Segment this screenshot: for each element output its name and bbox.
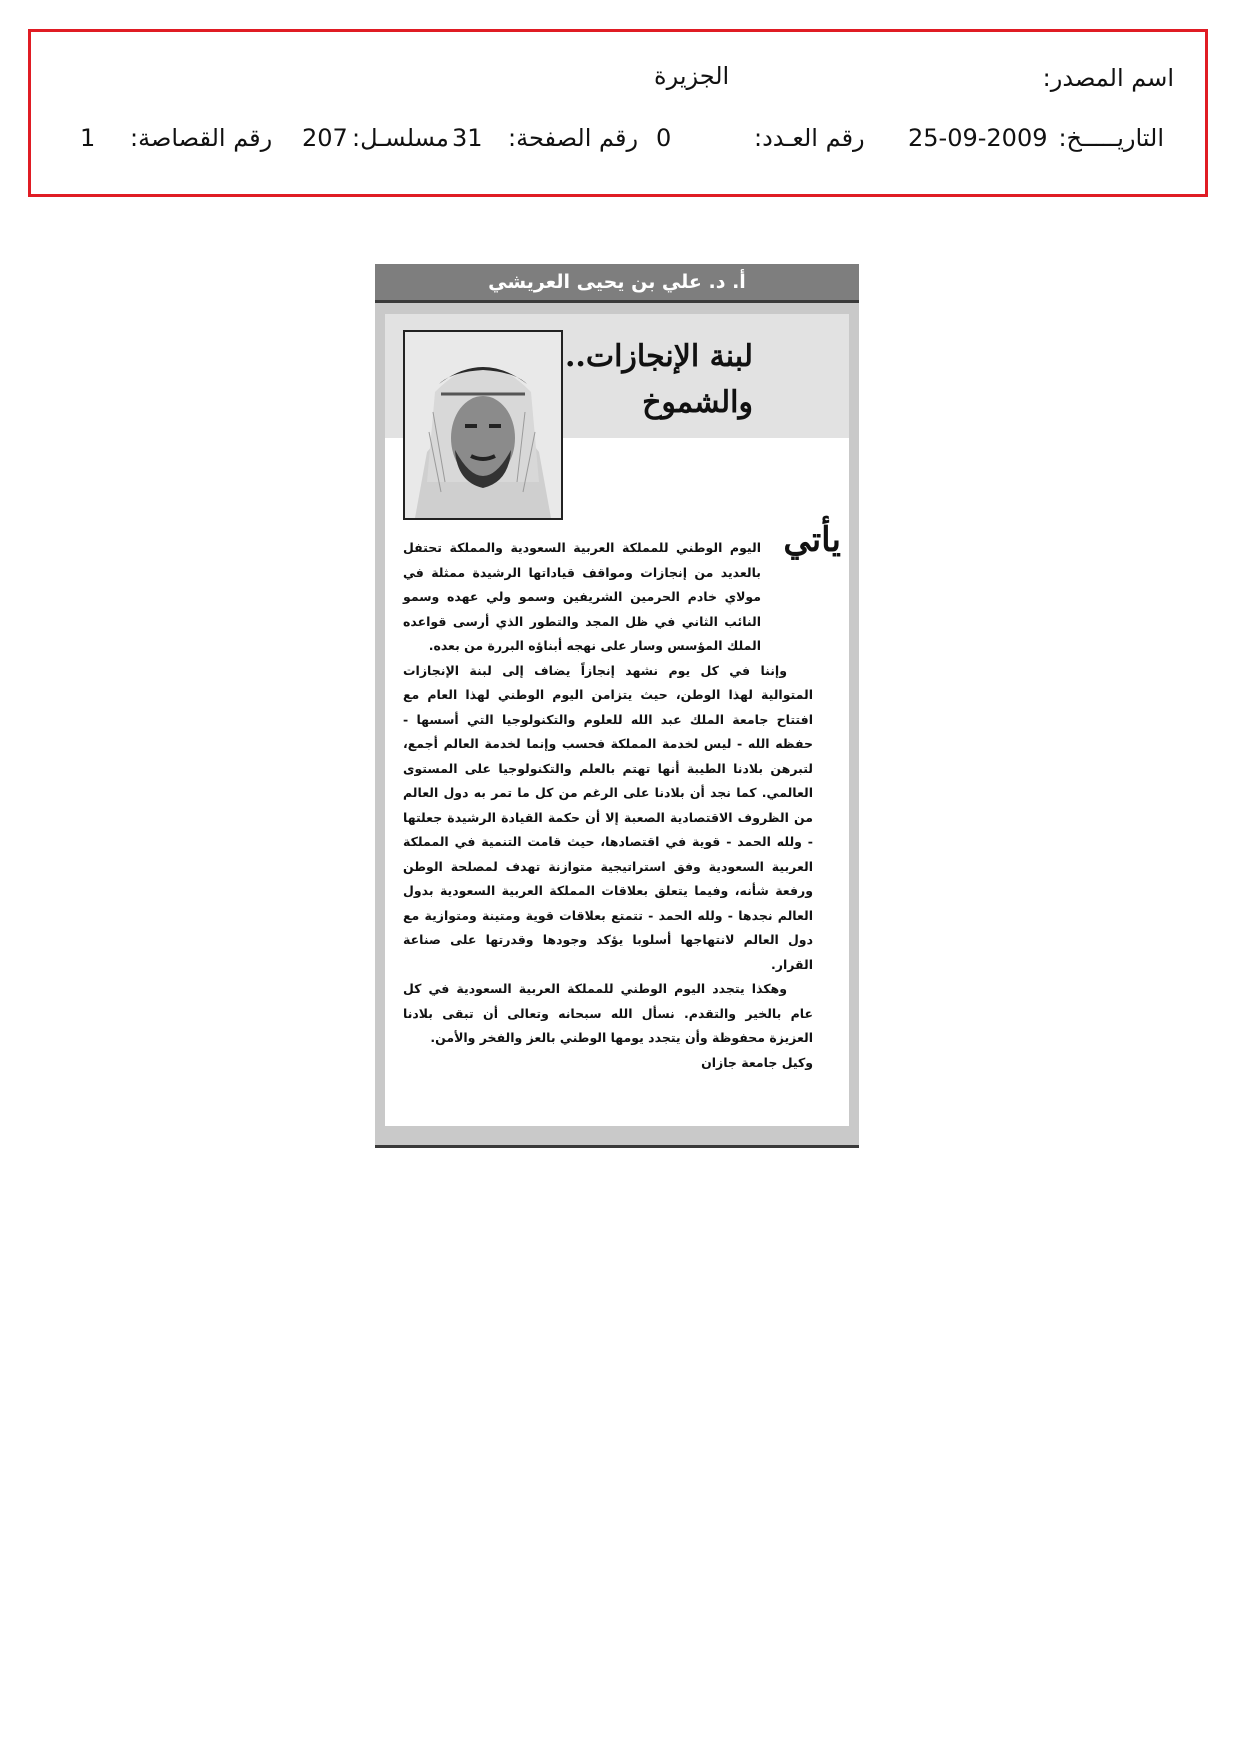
- paragraph-1: اليوم الوطني للمملكة العربية السعودية والمملكة تحتفل بالعديد من إنجازات ومواقف قياداتها الرشيدة ممثلة في مولاي خادم الحرمين الشريفين وسمو ولي عهده وسمو النائب الثاني في ظل المجد والتطور الذي أرسى قواعده الملك المؤسس وسار على نهجه أبناؤه البررة من بعده.: [403, 540, 761, 653]
- bottom-divider: [375, 1145, 859, 1148]
- date-label: التاريـــــخ:: [1058, 124, 1164, 152]
- headline-line-1: لبنة الإنجازات..: [564, 339, 753, 374]
- article-text: [403, 536, 813, 1075]
- clip-label: رقم القصاصة:: [130, 124, 273, 152]
- serial-label: مسلسـل:: [352, 124, 449, 152]
- article-body-panel: [385, 314, 849, 1126]
- source-label: اسم المصدر:: [1042, 64, 1174, 92]
- page-value: 31: [452, 124, 483, 152]
- issue-label: رقم العـدد:: [754, 124, 865, 152]
- source-value: الجزيرة: [654, 62, 730, 90]
- paragraph-3: وهكذا يتجدد اليوم الوطني للمملكة العربية السعودية في كل عام بالخير والتقدم. نسأل الله سبحانه وتعالى أن تبقى بلادنا العزيزة محفوظة وأن يتجدد يومها الوطني بالعز والفخر والأمن.: [403, 981, 813, 1045]
- headline-line-2: والشموخ: [642, 385, 753, 420]
- author-portrait-drawing: [405, 332, 561, 518]
- date-value: 25-09-2009: [908, 124, 1048, 152]
- newspaper-clipping: [375, 264, 859, 1148]
- page-label: رقم الصفحة:: [508, 124, 639, 152]
- serial-value: 207: [302, 124, 348, 152]
- author-signature: وكيل جامعة جازان: [701, 1054, 813, 1070]
- author-photo: [403, 330, 563, 520]
- clip-value: 1: [80, 124, 96, 152]
- issue-value: 0: [656, 124, 672, 152]
- source-metadata-box: [28, 29, 1208, 197]
- drop-word: يأتي: [783, 520, 841, 560]
- article-headline: [553, 334, 753, 426]
- author-byline: أ. د. علي بن يحيى العريشي: [375, 264, 859, 300]
- byline-divider: [375, 300, 859, 303]
- paragraph-2: وإننا في كل يوم نشهد إنجازاً يضاف إلى لبنة الإنجازات المتوالية لهذا الوطن، حيث يتزامن اليوم الوطني لهذا العام مع افتتاح جامعة الملك عبد الله للعلوم والتكنولوجيا التي أسسها - حفظه الله - ليس لخدمة المملكة فحسب وإنما لخدمة العالم أجمع، لتبرهن بلادنا الطيبة أنها تهتم بالعلم والتكنولوجيا على المستوى العالمي. كما نجد أن بلادنا على الرغم من كل ما تمر به دول العالم من الظروف الاقتصادية الصعبة إلا أن حكمة القيادة الرشيدة جعلتها - ولله الحمد - قوية في اقتصادها، حيث قامت التنمية في المملكة العربية السعودية وفق استراتيجية متوازنة تهدف لمصلحة الوطن ورفعة شأنه، وفيما يتعلق بعلاقات المملكة العربية السعودية بدول العالم نجدها - ولله الحمد - تتمتع بعلاقات قوية ومتينة ومتوازية مع دول العالم لانتهاجها أسلوبا يؤكد وجودها وقدرتها على صناعة القرار.: [403, 662, 813, 972]
